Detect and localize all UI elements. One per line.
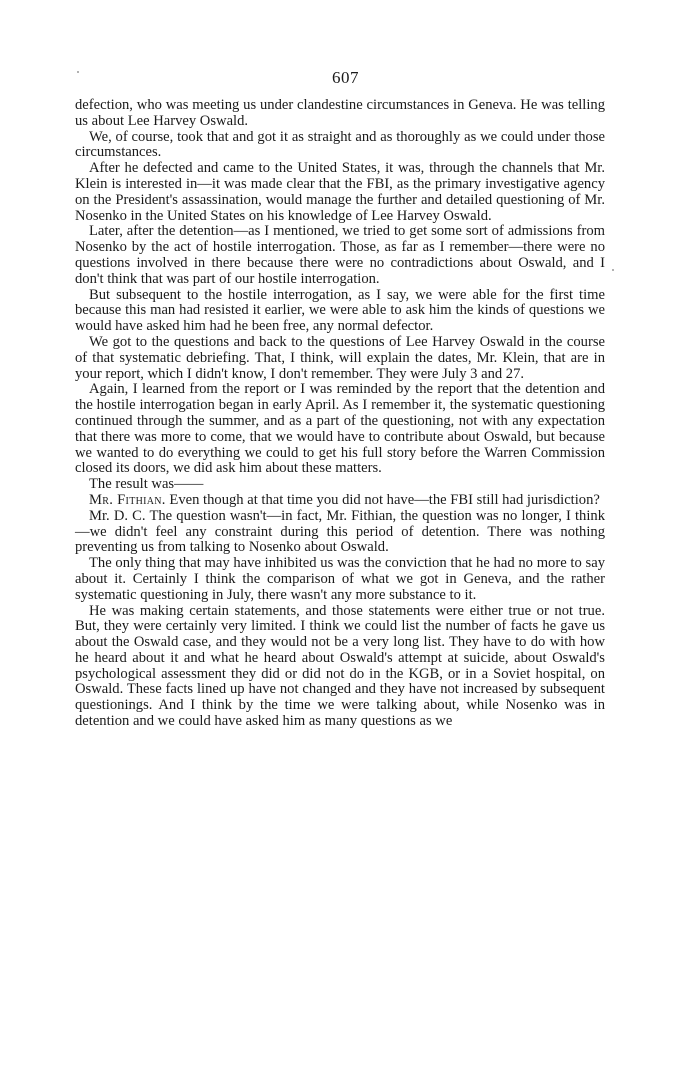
paragraph: [75, 161, 605, 224]
paragraph: [75, 98, 605, 130]
paragraph-text: We, of course, took that and got it as straight and as thoroughly as we could under those circumstances.: [75, 128, 605, 161]
paragraph-text: The question wasn't—in fact, Mr. Fithian, the question was no longer, I think—we didn't feel any constraint during this period of detention. There was nothing preventing us from talking to Nosenko about Oswald.: [75, 507, 605, 556]
paragraph: [75, 477, 605, 493]
paragraph-text: Again, I learned from the report or I was reminded by the report that the detention and the hostile interrogation began in early April. As I remember it, the systematic questioning continued through the summer, and as a part of the questioning, not with any expectation that there was more to come, that we would have to contribute about Oswald, but because we wanted to do everything we could to get his full story before the Warren Commission closed its doors, we did ask him about these matters.: [75, 381, 605, 477]
paragraph: [75, 604, 605, 730]
paragraph: [75, 130, 605, 162]
paragraph-text: We got to the questions and back to the questions of Lee Harvey Oswald in the course of that systematic debriefing. That, I think, will explain the dates, Mr. Klein, that are in your report, which I didn't know, I don't remember. They were July 3 and 27.: [75, 333, 605, 382]
dialogue-paragraph: [75, 493, 605, 509]
paragraph: [75, 556, 605, 603]
dialogue-paragraph: [75, 509, 605, 556]
speaker-name: Mr. D. C.: [89, 507, 146, 524]
document-body: [75, 98, 605, 730]
paragraph-text: After he defected and came to the United States, it was, through the channels that Mr. Klein is interested in—it was made clear that the FBI, as the primary investigative agency on the President's assassination, would manage the further and detailed questioning of Mr. Nosenko in the United States on his knowledge of Lee Harvey Oswald.: [75, 160, 605, 224]
paragraph: [75, 335, 605, 382]
paragraph: [75, 382, 605, 477]
paragraph-text: The result was——: [89, 476, 204, 493]
speaker-name: Mr. Fithian.: [89, 491, 166, 508]
paragraph-text: He was making certain statements, and those statements were either true or not true. But, they were certainly very limited. I think we could list the number of facts he gave us about the Oswald case, and they would not be a very long list. They have to do with how he heard about it and what he heard about Oswald's attempt at suicide, about Oswald's psychological assessment they did or did not do in the KGB, or in a Soviet hospital, on Oswald. These facts lined up have not changed and they have not increased by subsequent questionings. And I think by the time we were talking about, while Nosenko was in detention and we could have asked him as many questions as we: [75, 602, 605, 730]
paragraph-text: defection, who was meeting us under clandestine circumstances in Geneva. He was telling us about Lee Harvey Oswald.: [75, 97, 605, 129]
paragraph: [75, 224, 605, 287]
paragraph-text: Later, after the detention—as I mentioned, we tried to get some sort of admissions from Nosenko by the act of hostile interrogation. Those, as far as I remember—there were no questions involved in there because there were no contradictions about Oswald, and I don't think that was part of our hostile interrogation.: [75, 223, 605, 287]
paragraph: [75, 288, 605, 335]
page-number: 607: [332, 68, 359, 87]
paragraph-text: Even though at that time you did not have—the FBI still had jurisdiction?: [169, 491, 600, 508]
scan-speck: [612, 269, 614, 271]
paragraph-text: The only thing that may have inhibited us was the conviction that he had no more to say about it. Certainly I think the comparison of what we got in Geneva, and the rather systematic questioning in July, there wasn't any more substance to it.: [75, 555, 605, 603]
paragraph-text: But subsequent to the hostile interrogation, as I say, we were able for the first time because this man had resisted it earlier, we were able to ask him the kinds of questions we would have asked him had he been free, any normal defector.: [75, 286, 605, 335]
